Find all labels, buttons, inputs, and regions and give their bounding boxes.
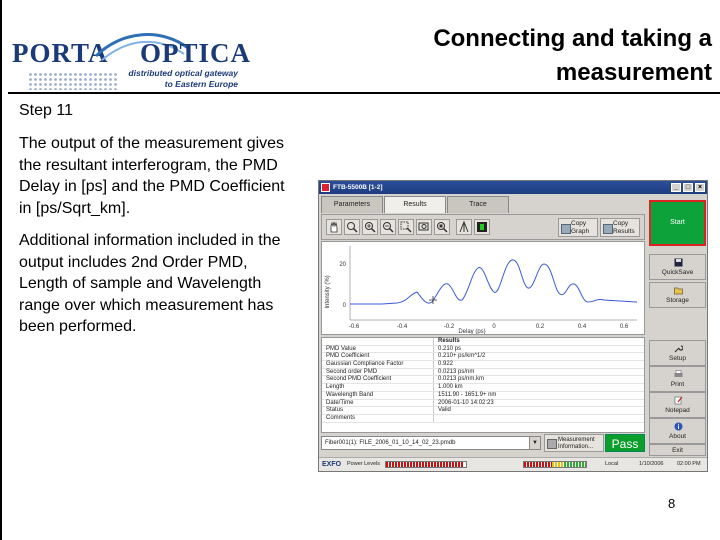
- zoom-in-icon[interactable]: [362, 219, 378, 235]
- table-row: [322, 369, 644, 377]
- file-select-value: Fiber001(1): FILE_2006_01_10_14_02_23.pmdb: [325, 440, 456, 446]
- storage-button[interactable]: [649, 282, 706, 308]
- slide-left-rule: [0, 0, 2, 540]
- logo-tagline: [114, 68, 238, 90]
- title-divider: [8, 92, 720, 94]
- table-row: [322, 392, 644, 400]
- power-levels-label: Power Levels: [347, 461, 381, 467]
- zoom-out-icon[interactable]: [380, 219, 396, 235]
- zoom-icon[interactable]: [344, 219, 360, 235]
- plot-xtick-3: 0: [492, 324, 496, 330]
- table-row: [322, 400, 644, 408]
- info-icon: [674, 422, 683, 431]
- status-date: 1/10/2006: [639, 461, 664, 467]
- logo-tagline-line1: distributed optical gateway: [128, 68, 238, 78]
- plot-xlabel: Delay (ps): [458, 329, 486, 334]
- plot-xtick-1: -0.4: [396, 324, 408, 330]
- logo-tagline-line2: to Eastern Europe: [164, 79, 238, 89]
- interferogram-curve: [350, 260, 637, 304]
- result-key: Second order PMD: [322, 369, 434, 376]
- exit-button[interactable]: Exit: [649, 444, 706, 456]
- mode-label: Local: [605, 461, 619, 467]
- exfo-logo: EXFO: [322, 461, 342, 468]
- copy-graph-button[interactable]: Copy Graph: [558, 218, 598, 237]
- logo-word-left: PORTA: [12, 38, 109, 68]
- result-key: Wavelength Band: [322, 392, 434, 399]
- status-bar: [319, 457, 707, 471]
- plot-ytick-20: 20: [339, 262, 346, 268]
- result-value: 0.922: [438, 361, 454, 368]
- slide-title-line1: Connecting and taking a: [433, 25, 712, 52]
- copy-results-button[interactable]: Copy Results: [600, 218, 640, 237]
- result-value: 0.0213 ps/nm.km: [438, 376, 485, 383]
- signal-level-yellow: [552, 462, 564, 467]
- result-key: Status: [322, 407, 434, 414]
- pass-status-badge: Pass: [605, 434, 645, 452]
- setup-button[interactable]: [649, 340, 706, 366]
- description-paragraph-2: Additional information included in the output includes 2nd Order PMD, Length of sample and Wavelength range over which measurement has been performed.: [19, 232, 281, 335]
- signal-level-meter: [523, 461, 587, 468]
- zoom-window-icon[interactable]: [416, 219, 432, 235]
- close-icon[interactable]: ×: [695, 183, 705, 192]
- slide-title-line2: measurement: [555, 59, 712, 86]
- result-value: 0.210 ps: [438, 345, 462, 352]
- app-icon: [321, 183, 330, 192]
- plot-ylabel: Intensity (%): [325, 275, 331, 309]
- table-row: [322, 361, 644, 369]
- floppy-disk-icon: [674, 258, 683, 267]
- status-time: 02:00 PM: [677, 461, 701, 467]
- interferogram-plot[interactable]: [321, 241, 645, 335]
- zoom-full-icon[interactable]: [434, 219, 450, 235]
- step-label: Step 11: [19, 102, 73, 119]
- result-key: Date/Time: [322, 400, 434, 407]
- plot-xtick-0: -0.6: [348, 324, 360, 330]
- result-value: 2006-01-10 14:02:23: [438, 399, 494, 406]
- power-level-meter: [385, 461, 467, 468]
- folder-icon: [674, 286, 683, 295]
- display-mode-icon[interactable]: [474, 219, 490, 235]
- result-value: Valid: [438, 407, 451, 414]
- result-value: 1511.90 - 1651.9+ nm: [438, 391, 497, 398]
- tab-trace[interactable]: Trace: [447, 196, 509, 213]
- result-value: 0.210+ ps/km^1/2: [438, 353, 486, 360]
- result-key: Second PMD Coefficient: [322, 376, 434, 383]
- marker-icon[interactable]: [456, 219, 472, 235]
- table-row: [322, 384, 644, 392]
- plot-xtick-6: 0.6: [619, 324, 629, 330]
- quicksave-button[interactable]: [649, 254, 706, 280]
- print-button[interactable]: [649, 366, 706, 392]
- slide-title: [332, 22, 712, 90]
- notepad-button[interactable]: [649, 392, 706, 418]
- graph-toolbar: [321, 214, 645, 240]
- storage-label: Storage: [666, 297, 689, 304]
- about-button[interactable]: [649, 418, 706, 444]
- minimize-icon[interactable]: _: [671, 183, 681, 192]
- logo-word-right: OPTICA: [140, 38, 252, 68]
- signal-level-green: [564, 462, 586, 467]
- start-button[interactable]: Start: [649, 200, 706, 246]
- app-tabs: [321, 196, 510, 213]
- table-row: [322, 353, 644, 361]
- plot-xtick-2: -0.2: [443, 324, 455, 330]
- results-header-label: Results: [438, 338, 460, 344]
- maximize-icon[interactable]: □: [683, 183, 693, 192]
- results-header-key: [322, 338, 434, 345]
- result-key: Gaussian Compliance Factor: [322, 361, 434, 368]
- results-header-row: [322, 338, 644, 346]
- quicksave-label: QuickSave: [661, 269, 694, 276]
- description-paragraph-1: The output of the measurement gives the resultant interferogram, the PMD Delay in [ps] and the PMD Coefficient in [ps/Sqrt_km].: [19, 135, 285, 217]
- table-row: [322, 407, 644, 415]
- results-table: [321, 337, 645, 433]
- file-select[interactable]: [321, 436, 541, 450]
- tab-parameters[interactable]: Parameters: [321, 196, 383, 213]
- table-row: [322, 376, 644, 384]
- zoom-box-icon[interactable]: [398, 219, 414, 235]
- result-value: [434, 415, 644, 422]
- tab-results[interactable]: Results: [384, 196, 446, 213]
- setup-label: Setup: [669, 355, 686, 362]
- wrench-icon: [674, 344, 683, 353]
- print-label: Print: [670, 381, 685, 388]
- side-button-panel: [647, 196, 707, 456]
- printer-icon: [674, 370, 683, 379]
- porta-optica-logo: [8, 18, 252, 98]
- power-level-fill: [386, 462, 464, 467]
- result-key: Comments: [322, 415, 434, 422]
- app-window-title: FTB-5500B [1-2]: [333, 184, 383, 191]
- measurement-information-button[interactable]: Measurement Information...: [544, 434, 604, 452]
- plot-xtick-4: 0.2: [535, 324, 545, 330]
- result-key: Length: [322, 384, 434, 391]
- logo-dot-pattern: [28, 72, 118, 90]
- table-row: [322, 415, 644, 423]
- app-window: [318, 180, 708, 472]
- about-label: About: [669, 433, 686, 440]
- plot-ytick-0: 0: [342, 303, 346, 309]
- notepad-label: Notepad: [665, 407, 690, 414]
- result-value: 1.000 km: [438, 384, 463, 391]
- result-value: 0.0213 ps/nm: [438, 368, 475, 375]
- signal-level-red: [524, 462, 552, 467]
- chevron-down-icon[interactable]: ▼: [529, 437, 540, 449]
- page-number: 8: [668, 496, 676, 511]
- table-row: [322, 346, 644, 354]
- result-key: PMD Value: [322, 346, 434, 353]
- result-key: PMD Coefficient: [322, 353, 434, 360]
- plot-xtick-5: 0.4: [577, 324, 587, 330]
- pan-hand-icon[interactable]: [326, 219, 342, 235]
- notepad-icon: [674, 396, 683, 405]
- app-titlebar: [319, 181, 707, 194]
